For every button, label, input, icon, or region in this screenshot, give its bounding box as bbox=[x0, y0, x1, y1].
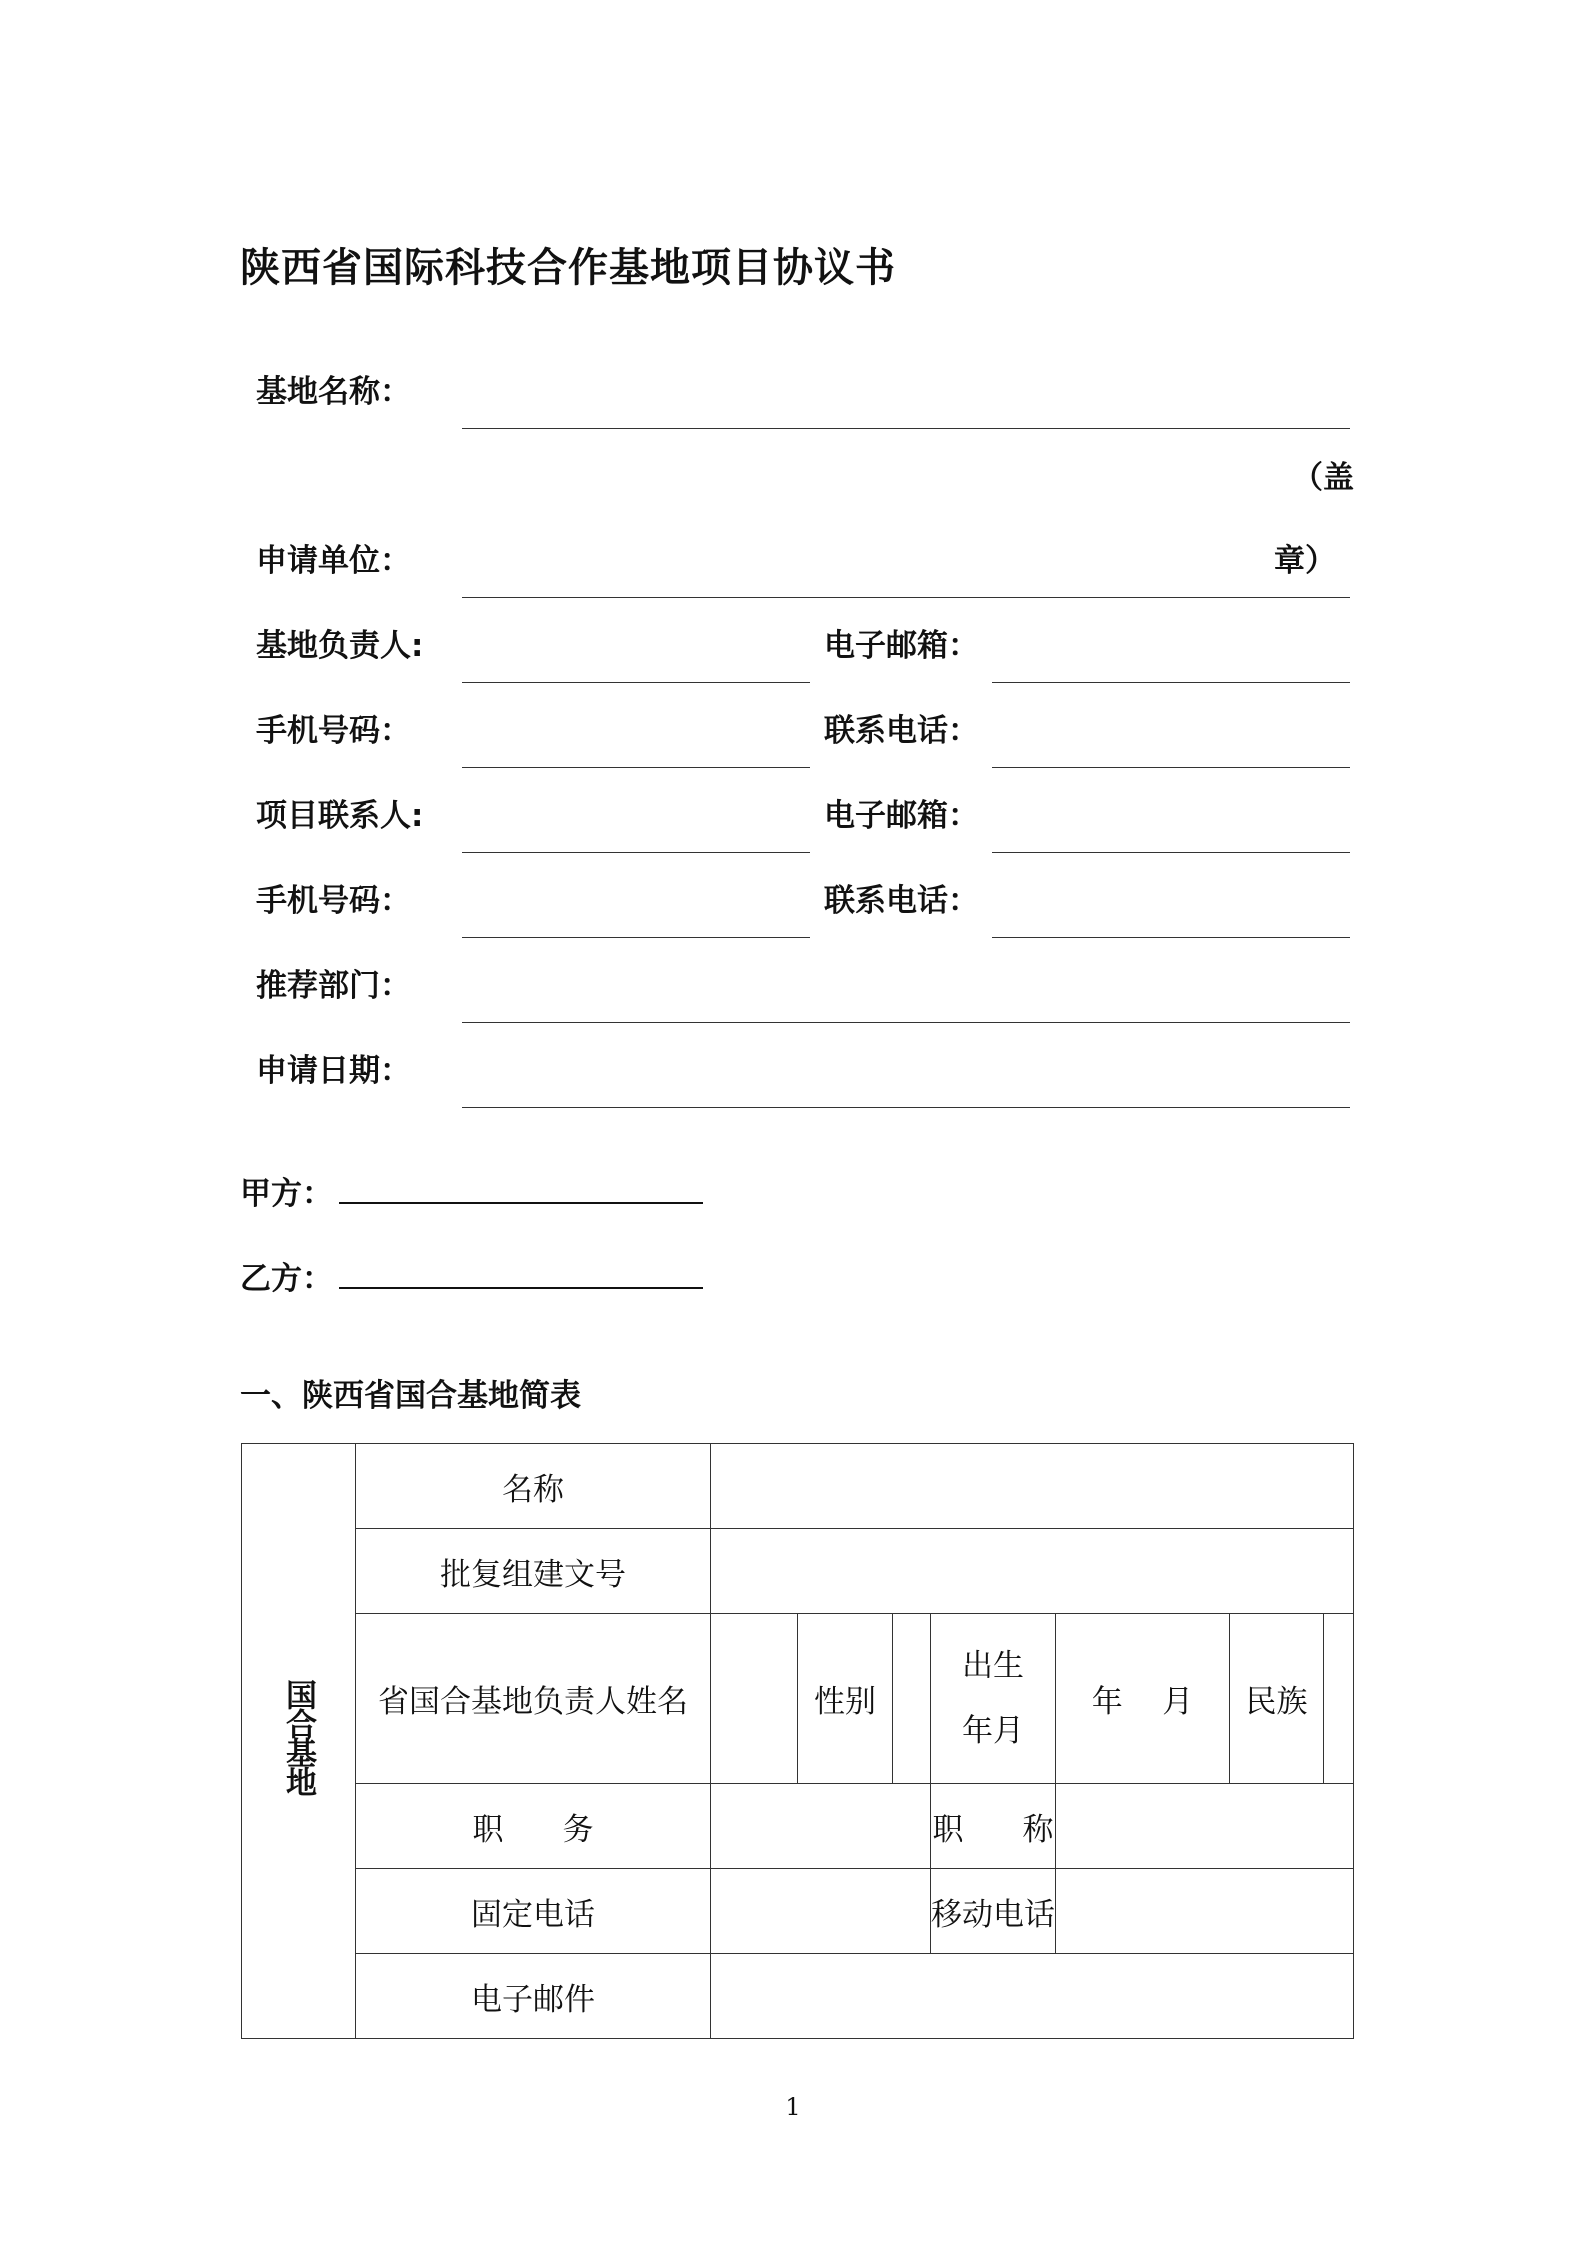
birth-label-cell bbox=[931, 1614, 1056, 1784]
party-a bbox=[240, 1168, 703, 1213]
birth-label-2: 年月 bbox=[962, 1712, 1024, 1749]
email-value[interactable] bbox=[711, 1954, 1354, 2039]
table-row bbox=[242, 1614, 1354, 1784]
ethnicity-label: 民族 bbox=[1230, 1614, 1324, 1784]
party-a-label: 甲方： bbox=[240, 1176, 333, 1212]
recommend-line[interactable] bbox=[462, 1022, 1350, 1023]
mobile-label-1: 手机号码： bbox=[256, 713, 411, 749]
ethnicity-value[interactable] bbox=[1324, 1614, 1354, 1784]
phone-label-2: 联系电话： bbox=[824, 883, 979, 919]
landline-value[interactable] bbox=[711, 1869, 931, 1954]
name-value[interactable] bbox=[711, 1444, 1354, 1529]
email-line-1[interactable] bbox=[992, 682, 1350, 683]
job-title-value[interactable] bbox=[1056, 1784, 1354, 1869]
email-line-2[interactable] bbox=[992, 852, 1350, 853]
phone-line-1[interactable] bbox=[992, 767, 1350, 768]
gender-value[interactable] bbox=[893, 1614, 931, 1784]
approval-no-value[interactable] bbox=[711, 1529, 1354, 1614]
date-line[interactable] bbox=[462, 1107, 1350, 1108]
gender-label: 性别 bbox=[798, 1614, 893, 1784]
phone-label-1: 联系电话： bbox=[824, 713, 979, 749]
contact-line[interactable] bbox=[462, 852, 810, 853]
party-b-label: 乙方： bbox=[240, 1261, 333, 1297]
section-title: 一、陕西省国合基地简表 bbox=[240, 1378, 581, 1414]
base-name-label: 基地名称： bbox=[256, 374, 411, 410]
seal-note-bottom: 章） bbox=[1274, 543, 1336, 579]
birth-label-1: 出生 bbox=[962, 1647, 1024, 1684]
job-title-label: 职 称 bbox=[931, 1784, 1056, 1869]
party-b-blank[interactable] bbox=[339, 1261, 703, 1289]
approval-no-label: 批复组建文号 bbox=[356, 1529, 711, 1614]
landline-label: 固定电话 bbox=[356, 1869, 711, 1954]
applicant-label: 申请单位： bbox=[256, 543, 411, 579]
side-label: 国合基地 bbox=[280, 1679, 316, 1795]
position-label: 职 务 bbox=[356, 1784, 711, 1869]
head-name-label: 省国合基地负责人姓名 bbox=[356, 1614, 711, 1784]
mobile-line-2[interactable] bbox=[462, 937, 810, 938]
email-label: 电子邮件 bbox=[356, 1954, 711, 2039]
page-number: 1 bbox=[785, 2093, 801, 2121]
base-name-line[interactable] bbox=[462, 428, 1350, 429]
date-label: 申请日期： bbox=[256, 1053, 411, 1089]
position-value[interactable] bbox=[711, 1784, 931, 1869]
email-label-2: 电子邮箱： bbox=[824, 798, 979, 834]
base-head-line[interactable] bbox=[462, 682, 810, 683]
email-label-1: 电子邮箱： bbox=[824, 628, 979, 664]
table-row bbox=[242, 1529, 1354, 1614]
table-row bbox=[242, 1954, 1354, 2039]
document-title: 陕西省国际科技合作基地项目协议书 bbox=[240, 245, 896, 291]
table-row bbox=[242, 1784, 1354, 1869]
table-row bbox=[242, 1444, 1354, 1529]
seal-note-top: （盖 bbox=[1292, 460, 1354, 496]
party-a-blank[interactable] bbox=[339, 1176, 703, 1204]
base-head-label: 基地负责人: bbox=[256, 628, 424, 664]
side-label-cell bbox=[242, 1444, 356, 2039]
applicant-line[interactable] bbox=[462, 597, 1350, 598]
mobile-label: 移动电话 bbox=[931, 1869, 1056, 1954]
mobile-line-1[interactable] bbox=[462, 767, 810, 768]
mobile-value[interactable] bbox=[1056, 1869, 1354, 1954]
birth-value[interactable]: 年 月 bbox=[1056, 1614, 1230, 1784]
name-label: 名称 bbox=[356, 1444, 711, 1529]
party-b bbox=[240, 1253, 703, 1298]
mobile-label-2: 手机号码： bbox=[256, 883, 411, 919]
phone-line-2[interactable] bbox=[992, 937, 1350, 938]
table-row bbox=[242, 1869, 1354, 1954]
recommend-label: 推荐部门： bbox=[256, 968, 411, 1004]
contact-label: 项目联系人: bbox=[256, 798, 424, 834]
base-summary-table bbox=[241, 1443, 1354, 2039]
head-name-value[interactable] bbox=[711, 1614, 798, 1784]
